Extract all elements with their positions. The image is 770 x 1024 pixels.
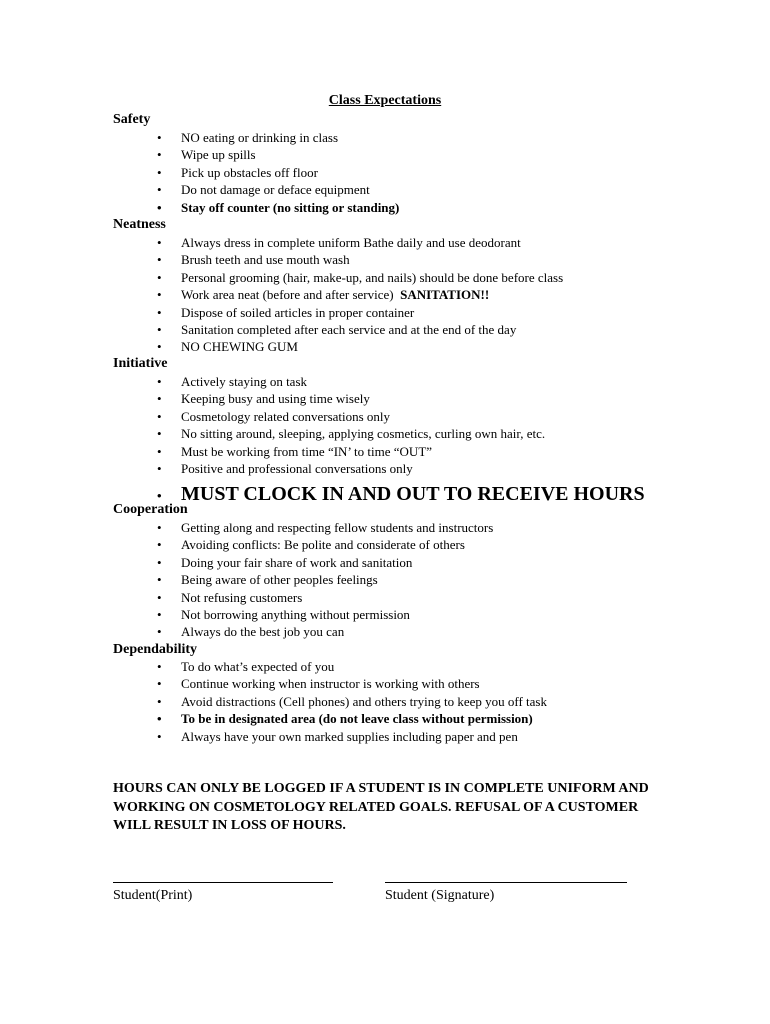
list-item: • Personal grooming (hair, make-up, and nails) should be done before class (0, 269, 770, 286)
list-item: • Cosmetology related conversations only (0, 408, 770, 425)
dependability-list (0, 658, 770, 745)
list-item: • NO CHEWING GUM (0, 338, 770, 355)
list-item-text: Work area neat (before and after service) (181, 287, 394, 303)
neatness-list (0, 234, 770, 356)
list-item: • Always do the best job you can (0, 623, 770, 640)
list-item: • Being aware of other peoples feelings (0, 571, 770, 588)
cooperation-list (0, 519, 770, 641)
list-item: • NO eating or drinking in class (0, 129, 770, 146)
list-item: • Not borrowing anything without permission (0, 606, 770, 623)
list-item: • Positive and professional conversations only (0, 460, 770, 477)
list-item: • To do what’s expected of you (0, 658, 770, 675)
list-item: • Keeping busy and using time wisely (0, 390, 770, 407)
list-item: • Do not damage or deface equipment (0, 181, 770, 198)
student-print-line (113, 882, 333, 883)
student-signature-label: Student (Signature) (385, 888, 495, 903)
section-heading-safety: Safety (113, 112, 151, 127)
list-item: • Must be working from time “IN’ to time “OUT” (0, 443, 770, 460)
list-item: • Avoiding conflicts: Be polite and considerate of others (0, 536, 770, 553)
list-item: • Doing your fair share of work and sanitation (0, 554, 770, 571)
list-item: • Avoid distractions (Cell phones) and others trying to keep you off task (0, 693, 770, 710)
list-item (0, 286, 770, 303)
list-item-clock-hours: • MUST CLOCK IN AND OUT TO RECEIVE HOURS (0, 477, 770, 507)
list-item: • Wipe up spills (0, 146, 770, 163)
list-item: • Always have your own marked supplies including paper and pen (0, 728, 770, 745)
initiative-list (0, 373, 770, 507)
list-item: • Stay off counter (no sitting or standing) (0, 199, 770, 216)
safety-list (0, 129, 770, 216)
list-item: • To be in designated area (do not leave class without permission) (0, 710, 770, 727)
sanitation-emphasis: SANITATION!! (400, 287, 490, 303)
list-item: • Sanitation completed after each service and at the end of the day (0, 321, 770, 338)
section-heading-cooperation: Cooperation (113, 502, 188, 517)
section-heading-initiative: Initiative (113, 356, 168, 371)
section-heading-dependability: Dependability (113, 642, 198, 657)
list-item: • Pick up obstacles off floor (0, 164, 770, 181)
list-item: • Actively staying on task (0, 373, 770, 390)
student-print-label: Student(Print) (113, 888, 193, 903)
page-title: Class Expectations (328, 93, 442, 108)
list-item: • Brush teeth and use mouth wash (0, 251, 770, 268)
list-item: • Continue working when instructor is working with others (0, 675, 770, 692)
list-item: • Getting along and respecting fellow students and instructors (0, 519, 770, 536)
list-item: • No sitting around, sleeping, applying cosmetics, curling own hair, etc. (0, 425, 770, 442)
hours-notice: HOURS CAN ONLY BE LOGGED IF A STUDENT IS IN COMPLETE UNIFORM AND WORKING ON COSMETOLOGY RELATED GOALS. REFUSAL OF A CUSTOMER WILL RESULT IN LOSS OF HOURS. (113, 781, 649, 833)
student-signature-line (385, 882, 627, 883)
list-item: • Always dress in complete uniform Bathe daily and use deodorant (0, 234, 770, 251)
section-heading-neatness: Neatness (113, 217, 166, 232)
list-item: • Not refusing customers (0, 589, 770, 606)
list-item: • Dispose of soiled articles in proper container (0, 304, 770, 321)
